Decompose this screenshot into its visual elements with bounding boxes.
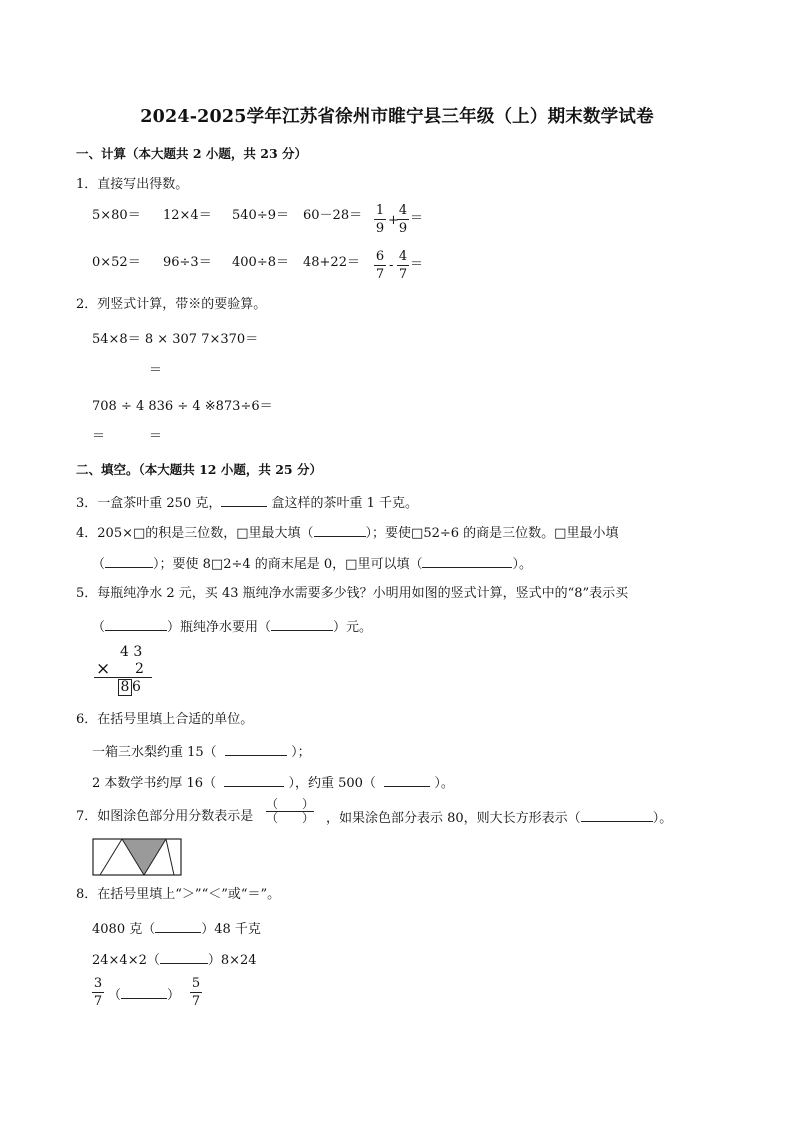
fraction-numerator: 1 xyxy=(375,203,385,218)
q1-item: 60－28＝ xyxy=(303,208,363,223)
q8-line xyxy=(108,985,180,1005)
q7-text: ，如果涂色部分表示 80，则大长方形表示（ xyxy=(326,811,581,826)
fraction-blank-bottom: （ ） xyxy=(266,811,315,825)
q4-text: 4．205×□的积是三位数，□里最大填（ xyxy=(76,526,314,541)
q5-text: ）元。 xyxy=(333,620,373,635)
q3-line xyxy=(76,493,418,513)
q8-text: （ xyxy=(108,988,122,1003)
equals-sign: ＝ xyxy=(92,429,106,444)
fraction-denominator: 9 xyxy=(398,221,408,236)
vertical-top-number: 4 3 xyxy=(120,644,143,660)
q6-line xyxy=(92,742,311,762)
fraction xyxy=(190,976,202,1009)
fraction-bar xyxy=(92,992,104,993)
q8-text: 4080 克（ xyxy=(92,922,156,937)
section-heading-2: 二、填空。（本大题共 12 小题，共 25 分） xyxy=(76,462,322,477)
q2-line: 54×8＝ 8 × 307 7×370＝ xyxy=(92,332,259,347)
q4-text: （ xyxy=(92,557,106,572)
shaded-rectangle-figure xyxy=(92,838,184,878)
q2-stem: 2．列竖式计算，带※的要验算。 xyxy=(76,297,267,312)
answer-blank[interactable] xyxy=(225,742,287,756)
answer-blank[interactable] xyxy=(224,773,284,787)
fraction-bar xyxy=(190,992,202,993)
answer-blank[interactable] xyxy=(271,617,333,631)
vertical-rule xyxy=(94,677,152,678)
fraction xyxy=(374,203,386,236)
fraction-denominator: 7 xyxy=(191,994,201,1009)
equals-sign: ＝ xyxy=(149,429,163,444)
operator: - xyxy=(389,258,394,273)
answer-blank[interactable] xyxy=(422,554,512,568)
q8-stem: 8．在括号里填上“＞”“＜”或“＝”。 xyxy=(76,887,281,902)
fraction-numerator: 4 xyxy=(398,203,408,218)
q8-line xyxy=(92,919,261,939)
q1-item: 96÷3＝ xyxy=(163,255,212,270)
fraction xyxy=(92,976,104,1009)
fraction-denominator: 9 xyxy=(375,221,385,236)
fraction-bar xyxy=(397,265,409,266)
q8-text: ） xyxy=(167,988,181,1003)
q4-text: ）；要使 8□2÷4 的商末尾是 0，□里可以填（ xyxy=(153,557,423,572)
answer-blank[interactable] xyxy=(384,773,430,787)
q7-text: ）。 xyxy=(652,811,673,826)
fraction-denominator: 7 xyxy=(398,267,408,282)
fraction-numerator: 4 xyxy=(398,249,408,264)
q6-stem: 6．在括号里填上合适的单位。 xyxy=(76,712,254,727)
vertical-multiplier: 2 xyxy=(135,661,144,677)
q5-line: 5．每瓶纯净水 2 元，买 43 瓶纯净水需要多少钱？小明用如图的竖式计算，竖式中的“8”表示买 xyxy=(76,586,629,601)
fraction xyxy=(397,249,409,282)
q8-line xyxy=(92,950,257,970)
fraction-bar xyxy=(374,265,386,266)
page-title: 2024-2025学年江苏省徐州市睢宁县三年级（上）期末数学试卷 xyxy=(140,107,654,127)
q1-item: 5×80＝ xyxy=(92,208,141,223)
q1-item: 400÷8＝ xyxy=(232,255,289,270)
operator: + xyxy=(388,213,399,228)
fraction-numerator: 3 xyxy=(93,976,103,991)
q4-line xyxy=(92,554,532,574)
result-digit: 6 xyxy=(132,679,141,695)
equals-sign: ＝ xyxy=(149,363,163,378)
q7-line xyxy=(326,808,672,828)
equals-sign: ＝ xyxy=(410,211,424,226)
answer-blank[interactable] xyxy=(121,985,167,999)
equals-sign: ＝ xyxy=(410,257,424,272)
fraction-bar xyxy=(397,219,409,220)
fraction-denominator: 7 xyxy=(375,267,385,282)
q6-line xyxy=(92,773,454,793)
q8-text: ）8×24 xyxy=(207,953,257,968)
q4-text: ）。 xyxy=(512,557,532,572)
answer-blank[interactable] xyxy=(155,919,201,933)
q6-text: 2 本数学书约厚 16（ xyxy=(92,776,217,791)
q3-text: 3．一盒茶叶重 250 克， xyxy=(76,496,222,511)
q8-text: 24×4×2（ xyxy=(92,953,160,968)
q1-item: 540÷9＝ xyxy=(232,208,289,223)
fraction-numerator: 5 xyxy=(191,976,201,991)
q2-line: 708 ÷ 4 836 ÷ 4 ※873÷6＝ xyxy=(92,399,273,414)
q6-text: ），约重 500（ xyxy=(288,776,376,791)
times-sign: × xyxy=(96,659,111,679)
answer-blank[interactable] xyxy=(160,950,208,964)
boxed-digit: 8 xyxy=(118,679,132,696)
fraction xyxy=(374,249,386,282)
section-heading-1: 一、计算（本大题共 2 小题，共 23 分） xyxy=(76,146,308,161)
q4-line xyxy=(76,523,618,543)
vertical-result xyxy=(118,679,141,696)
q6-text: ）。 xyxy=(434,776,454,791)
q5-text: （ xyxy=(92,620,106,635)
q1-item: 48+22＝ xyxy=(303,255,360,270)
answer-blank[interactable] xyxy=(314,523,366,537)
fraction-numerator: 6 xyxy=(375,249,385,264)
q1-item: 12×4＝ xyxy=(163,208,212,223)
q5-line xyxy=(92,617,372,637)
answer-blank[interactable] xyxy=(221,493,267,507)
fraction-bar xyxy=(374,219,386,220)
answer-blank[interactable] xyxy=(581,808,653,822)
q7-stem: 7．如图涂色部分用分数表示是 xyxy=(76,809,254,824)
q8-text: ）48 千克 xyxy=(201,922,261,937)
fraction-denominator: 7 xyxy=(93,994,103,1009)
answer-blank[interactable] xyxy=(105,554,153,568)
fraction xyxy=(397,203,409,236)
fraction-blank-top: （ ） xyxy=(266,797,315,811)
q3-text: 盒这样的茶叶重 1 千克。 xyxy=(271,496,419,511)
q5-text: ）瓶纯净水要用（ xyxy=(167,620,272,635)
q6-text: ）； xyxy=(291,745,311,760)
fraction-blank[interactable] xyxy=(266,798,314,825)
q1-stem: 1．直接写出得数。 xyxy=(76,177,189,192)
q6-text: 一箱三水梨约重 15（ xyxy=(92,745,217,760)
q1-item: 0×52＝ xyxy=(92,255,141,270)
answer-blank[interactable] xyxy=(105,617,167,631)
q4-text: ）；要使□52÷6 的商是三位数。□里最小填 xyxy=(365,526,619,541)
